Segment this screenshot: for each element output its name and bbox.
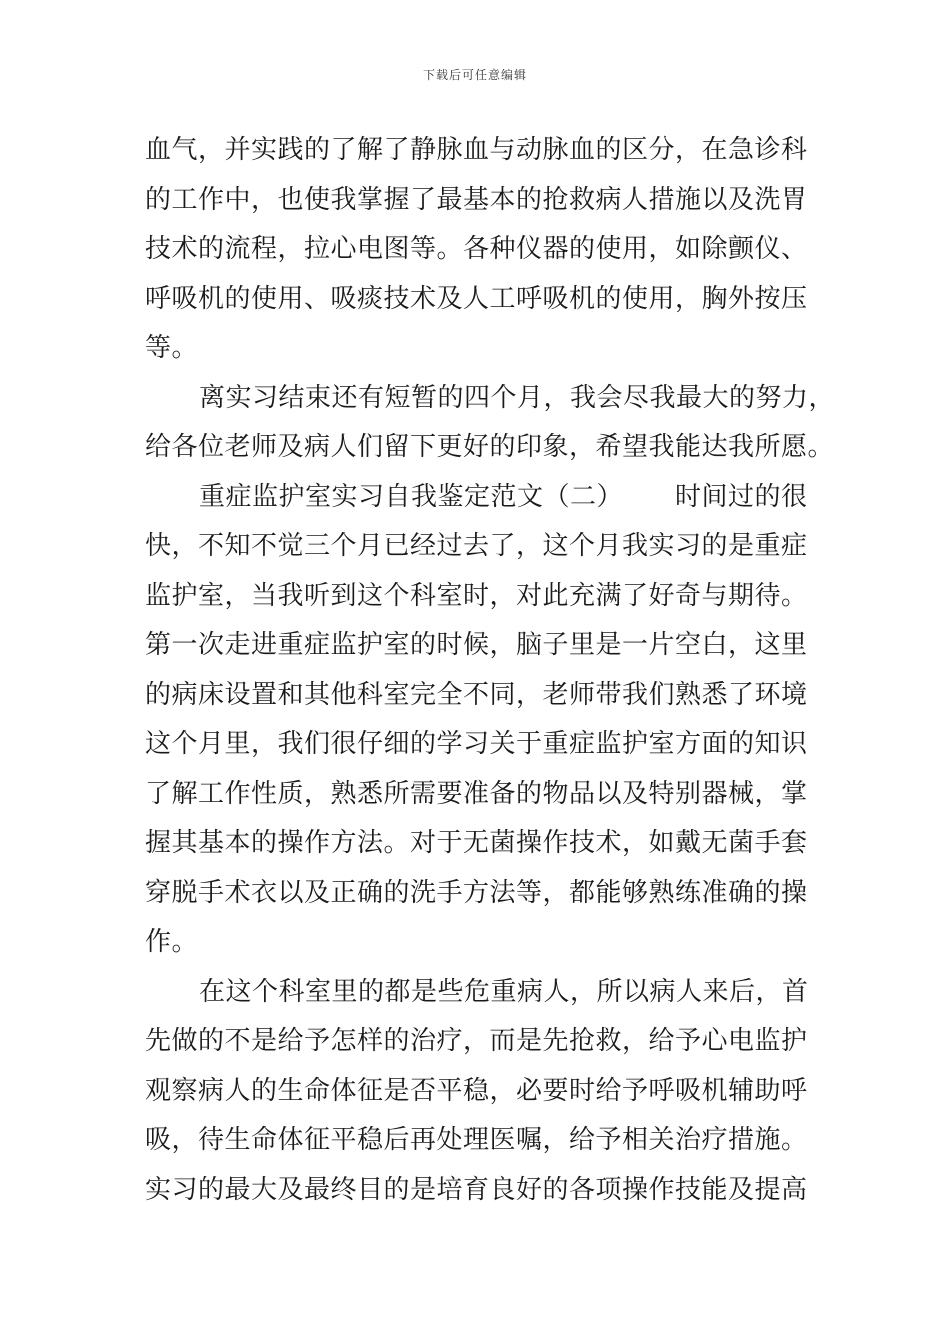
section-title-line — [145, 473, 815, 523]
text-line: 的病床设置和其他科室完全不同，老师带我们熟悉了环境 — [145, 679, 808, 710]
text-line: 的工作中，也使我掌握了最基本的抢救病人措施以及洗胃 — [145, 184, 808, 215]
text-line: 了解工作性质，熟悉所需要准备的物品以及特别器械，掌 — [145, 778, 808, 809]
text-line: 握其基本的操作方法。对于无菌操作技术，如戴无菌手套 — [145, 828, 808, 858]
paragraph-start-line: 在这个科室里的都是些危重病人，所以病人来后，首 — [199, 976, 809, 1007]
page-header: 下载后可任意编辑 — [422, 68, 527, 82]
text-line: 实习的最大及最终目的是培育良好的各项操作技能及提高 — [145, 1174, 808, 1205]
text-line: 穿脱手术衣以及正确的洗手方法等，都能够熟练准确的操 — [145, 877, 808, 908]
text-line: 技术的流程，拉心电图等。各种仪器的使用，如除颤仪、 — [145, 234, 808, 264]
text-line: 快，不知不觉三个月已经过去了，这个月我实习的是重症 — [145, 531, 808, 561]
text-line: 给各位老师及病人们留下更好的印象，希望我能达我所愿。 — [145, 432, 835, 462]
section-title-continuation: 时间过的很 — [675, 481, 808, 512]
paragraph-start-line: 离实习结束还有短暂的四个月，我会尽我最大的努力， — [199, 382, 836, 413]
text-line: 吸，待生命体征平稳后再处理医嘱，给予相关治疗措施。 — [145, 1125, 808, 1155]
text-line: 第一次走进重症监护室的时候，脑子里是一片空白，这里 — [145, 630, 808, 660]
text-line: 先做的不是给予怎样的治疗，而是先抢救，给予心电监护 — [145, 1026, 808, 1056]
text-line: 血气，并实践的了解了静脉血与动脉血的区分，在急诊科 — [145, 135, 808, 165]
text-line: 作。 — [145, 927, 199, 957]
text-line: 监护室，当我听到这个科室时，对此充满了好奇与期待。 — [145, 580, 808, 611]
section-title: 重症监护室实习自我鉴定范文（二） — [199, 481, 624, 512]
text-line: 等。 — [145, 333, 199, 363]
document-body — [145, 126, 836, 1215]
text-line: 观察病人的生命体征是否平稳，必要时给予呼吸机辅助呼 — [145, 1075, 808, 1106]
text-line: 呼吸机的使用、吸痰技术及人工呼吸机的使用，胸外按压 — [145, 283, 808, 314]
text-line: 这个月里，我们很仔细的学习关于重症监护室方面的知识 — [145, 729, 808, 759]
